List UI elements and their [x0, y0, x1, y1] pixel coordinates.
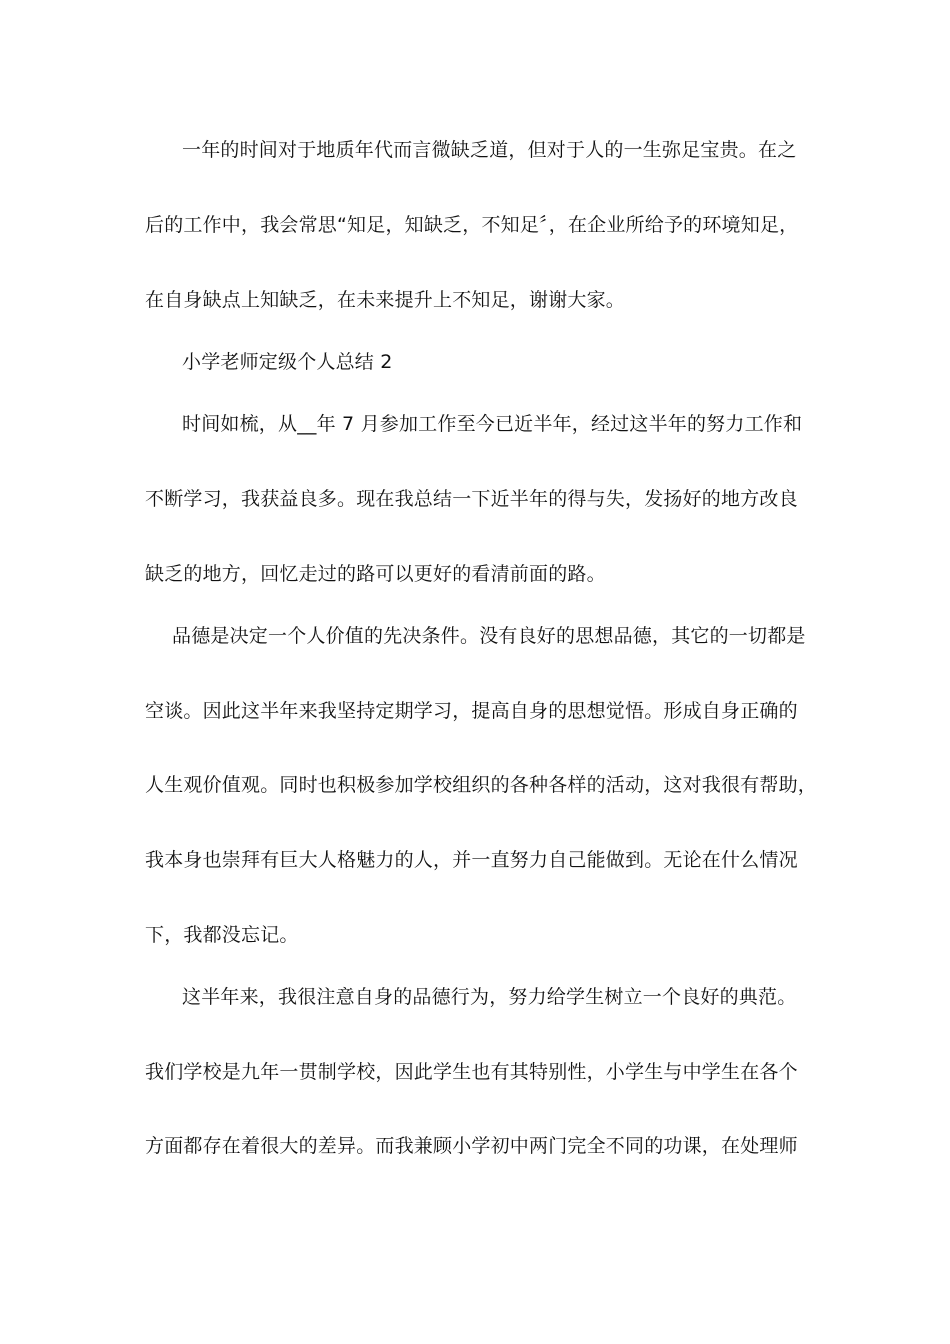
- section-heading: 小学老师定级个人总结 2: [182, 351, 393, 373]
- paragraph-line: 不断学习，我获益良多。现在我总结一下近半年的得与失，发扬好的地方改良: [145, 488, 798, 510]
- paragraph-line: 我本身也崇拜有巨大人格魅力的人，并一直努力自己能做到。无论在什么情况: [145, 849, 798, 871]
- paragraph-line: 品德是决定一个人价值的先决条件。没有良好的思想品德，其它的一切都是: [172, 625, 806, 647]
- paragraph-line: 在自身缺点上知缺乏，在未来提升上不知足，谢谢大家。: [145, 289, 626, 311]
- paragraph-line: 人生观价值观。同时也积极参加学校组织的各种各样的活动，这对我很有帮助，: [145, 774, 818, 796]
- paragraph-line: 方面都存在着很大的差异。而我兼顾小学初中两门完全不同的功课，在处理师: [145, 1135, 798, 1157]
- paragraph-line: 时间如梳，从__年 7 月参加工作至今已近半年，经过这半年的努力工作和: [182, 413, 803, 435]
- paragraph-line: 空谈。因此这半年来我坚持定期学习，提高自身的思想觉悟。形成自身正确的: [145, 700, 798, 722]
- paragraph-line: 下，我都没忘记。: [145, 924, 299, 946]
- paragraph-line: 缺乏的地方，回忆走过的路可以更好的看清前面的路。: [145, 563, 606, 585]
- paragraph-line: 这半年来，我很注意自身的品德行为，努力给学生树立一个良好的典范。: [182, 986, 797, 1008]
- paragraph-line: 一年的时间对于地质年代而言微缺乏道，但对于人的一生弥足宝贵。在之: [182, 139, 797, 161]
- paragraph-line: 后的工作中，我会常思“知足，知缺乏，不知足〞，在企业所给予的环境知足，: [145, 214, 799, 236]
- paragraph-line: 我们学校是九年一贯制学校，因此学生也有其特别性，小学生与中学生在各个: [145, 1061, 798, 1083]
